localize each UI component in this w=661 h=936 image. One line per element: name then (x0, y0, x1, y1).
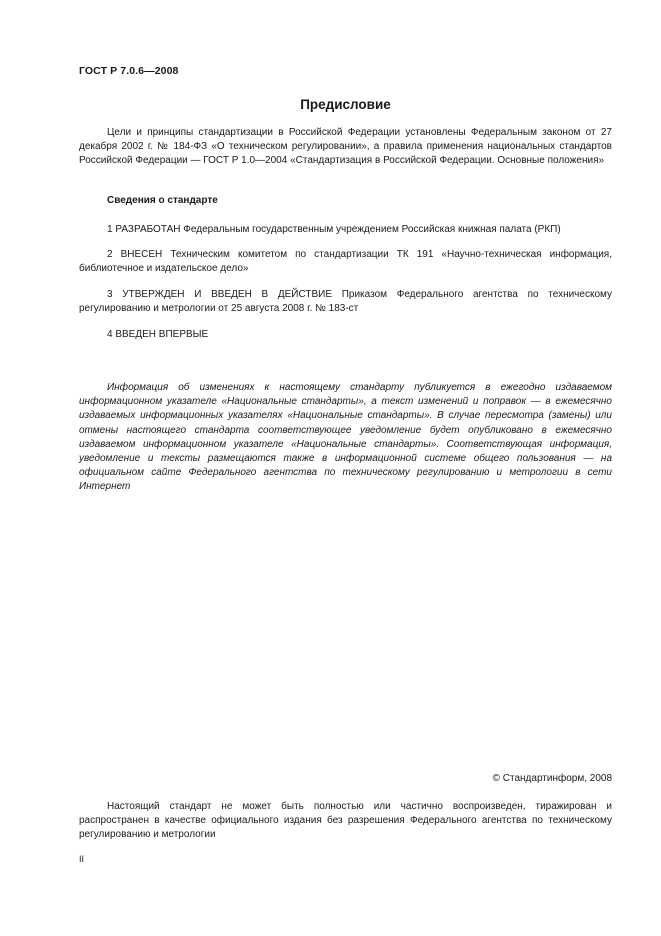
standard-info-item-4: 4 ВВЕДЕН ВПЕРВЫЕ (107, 329, 209, 340)
standard-info-item-3: 3 УТВЕРЖДЕН И ВВЕДЕН В ДЕЙСТВИЕ Приказом Федерального агентства по техническому регулированию и метрологии от 25 августа 2008 г. № 183-ст (79, 289, 612, 315)
foreword-intro: Цели и принципы стандартизации в Российской Федерации установлены Федеральным законом от 27 декабря 2002 г. № 184-ФЗ «О техническом регулировании», а правила применения национальных стандартов Российской Федерации — ГОСТ Р 1.0—2004 «Стандартизация в Российской Федерации. Основные положения» (79, 127, 612, 167)
standard-info-heading: Сведения о стандарте (107, 195, 218, 206)
changes-notice: Информация об изменениях к настоящему стандарту публикуется в ежегодно издаваемом информационном указателе «Национальные стандарты», а текст изменений и поправок — в ежемесячно издаваемых информационных указателях «Национальные стандарты». В случае пересмотра (замены) или отмены настоящего стандарта соответствующее уведомление будет опубликовано в ежемесячно издаваемом информационном указателе «Национальные стандарты». Соответствующая информация, уведомление и тексты размещаются также в информационной системе общего пользования — на официальном сайте Федерального агентства по техническому регулированию и метрологии в сети Интернет (79, 382, 612, 493)
reproduction-notice: Настоящий стандарт не может быть полностью или частично воспроизведен, тиражирован и распространен в качестве официального издания без разрешения Федерального агентства по техническому регулированию и метрологии (79, 801, 612, 841)
standard-info-item-1: 1 РАЗРАБОТАН Федеральным государственным учреждением Российская книжная палата (РКП) (107, 224, 561, 235)
foreword-title: Предисловие (300, 97, 391, 112)
document-code: ГОСТ Р 7.0.6—2008 (79, 65, 179, 77)
standard-info-item-2: 2 ВНЕСЕН Техническим комитетом по стандартизации ТК 191 «Научно-техническая информация, библиотечное и издательское дело» (79, 249, 612, 275)
page-number: II (79, 854, 85, 864)
copyright-line: © Стандартинформ, 2008 (492, 773, 612, 784)
